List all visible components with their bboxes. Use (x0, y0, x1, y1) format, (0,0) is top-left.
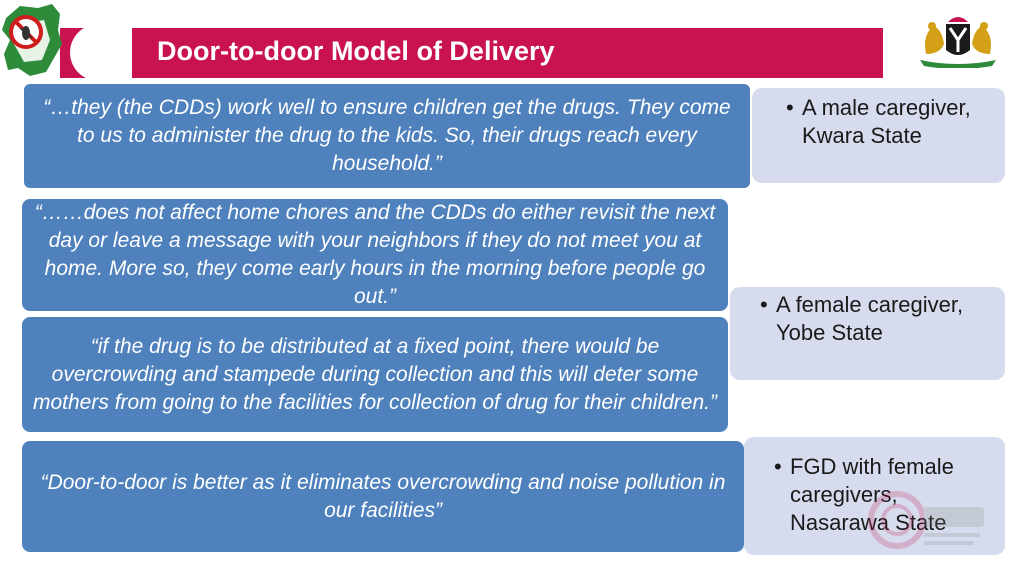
quote-text: “……does not affect home chores and the CDDs do either revisit the next day or leave a message with your neighbors if they do not meet you at home. More so, they come early hours in the morning before people go out.” (34, 201, 716, 308)
quote-text: “…they (the CDDs) work well to ensure children get the drugs. They come to us to administer the drug to the kids. So, their drugs reach every household.” (43, 96, 731, 175)
speaker-label: A male caregiver, Kwara State (802, 95, 971, 148)
watermark-logo-icon (862, 485, 992, 555)
speaker-box-kwara (752, 88, 1005, 183)
quote-text: “if the drug is to be distributed at a fixed point, there would be overcrowding and stampede during collection and this will deter some mothers from going to the facilities for collection of drug for their children.” (33, 334, 717, 414)
quote-box-nasarawa (22, 441, 744, 552)
speaker-box-yobe (730, 287, 1005, 380)
quote-box-kwara (22, 82, 752, 190)
quote-box-yobe-1 (22, 199, 728, 311)
nigeria-malaria-icon (0, 0, 64, 78)
bullet: • (786, 95, 794, 120)
speaker-label: A female caregiver, Yobe State (776, 292, 964, 345)
bullet: • (760, 292, 768, 317)
coat-of-arms-icon (912, 10, 1004, 68)
page-title: Door-to-door Model of Delivery (157, 36, 555, 66)
quote-text: “Door-to-door is better as it eliminates overcrowding and noise pollution in our facilities” (40, 470, 726, 522)
bullet: • (774, 454, 782, 479)
quote-box-yobe-2 (22, 317, 728, 432)
speaker-label: FGD with female caregivers, Nasarawa State (790, 454, 954, 535)
